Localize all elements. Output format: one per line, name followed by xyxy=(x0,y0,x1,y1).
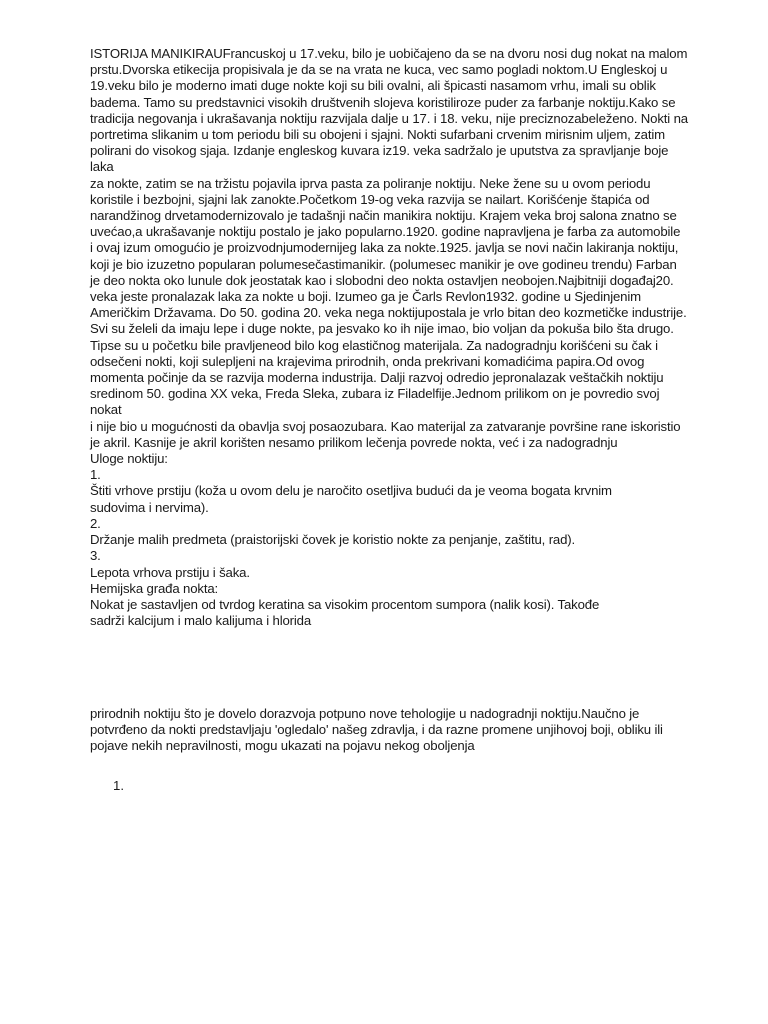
main-text-block: ISTORIJA MANIKIRAUFrancuskoj u 17.veku, bilo je uobičajeno da se na dvoru nosi dug nokat na malom prstu.Dvorska etikecija propisivala je da se na vrata ne kuca, vec samo pogladi noktom.U Engleskoj u 19.veku bilo je moderno imati duge nokte koji su bili ovalni, ali špicasti nasamom vrhu, imali su oblik badema. Tamo su predstavnici visokih društvenih slojeva koristiliroze puder za farbanje noktiju.Kako se tradicija negovanja i ukrašavanja noktiju razvijala dalje u 17. i 18. veku, nije preciznozabeleženo. Nokti na portretima slikanim u tom periodu bili su obojeni i sjajni. Nokti sufarbani crvenim mirisnim uljem, zatim polirani do visokog sjaja. Izdanje engleskog kuvara iz19. veka sadržalo je uputstva za spravljanje boje laka za nokte, zatim se na tržistu pojavila iprva pasta za poliranje noktiju. Neke žene su u ovom periodu koristile i bezbojni, sjajni lak zanokte.Početkom 19-og veka razvija se nailart. Korišćenje štapića od narandžinog drvetamodernizovalo je tadašnji način manikira noktiju. Krajem veka broj salona znatno se uvećao,a ukrašavanje noktiju postalo je jako popularno.1920. godine napravljena je farba za automobile i ovaj izum omogućio je proizvodnjumodernijeg laka za nokte.1925. javlja se novi način lakiranja noktiju, koji je bio izuzetno popularan polumesečastimanikir. (polumesec manikir je ove godineu trendu) Farban je deo nokta oko lunule dok jeostatak kao i slobodni deo nokta ostavljen neobojen.Najbitniji događaj20. veka jeste pronalazak laka za nokte u boji. Izumeo ga je Čarls Revlon1932. godine u Sjedinjenim Američkim Državama. Do 50. godina 20. veka nega noktijupostala je vrlo bitan deo kozmetičke industrije. Svi su želeli da imaju lepe i duge nokte, pa jesvako ko ih nije imao, bio voljan da pokuša bilo šta drugo. Tipse su u početku bile pravljeneod bilo kog elastičnog materijala. Za nadogradnju korišćeni su čak i odsečeni nokti, koji sulepljeni na krajevima prirodnih, onda prekrivani komadićima papira.Od ovog momenta počinje da se razvija moderna industrija. Dalji razvoj odredio jepronalazak veštačkih noktiju sredinom 50. godina XX veka, Freda Sleka, zubara iz Filadelfije.Jednom prilikom on je povredio svoj nokat i nije bio u mogućnosti da obavlja svoj posaozubara. Kao materijal za zatvaranje površine rane iskoristio je akril. Kasnije je akril korišten nesamo prilikom lečenja povrede nokta, već i za nadogradnju Uloge noktiju: 1. Štiti vrhove prstiju (koža u ovom delu je naročito osetljiva budući da je veoma bogata krvnim sudovima i nervima). 2. Držanje malih predmeta (praistorijski čovek je koristio nokte za penjanje, zaštitu, rad). 3. Lepota vrhova prstiju i šaka. Hemijska građa nokta: Nokat je sastavljen od tvrdog keratina sa visokim procentom sumpora (nalik kosi). Takođe sadrži kalcijum i malo kalijuma i hlorida xyxy=(90,46,688,629)
continuation-text-block: prirodnih noktiju što je dovelo dorazvoja potpuno nove tehologije u nadogradnji noktiju.Naučno je potvrđeno da nokti predstavljaju 'ogledalo' našeg zdravlja, i da razne promene unjihovoj boji, obliku ili pojave nekih nepravilnosti, mogu ukazati na pojavu nekog oboljenja xyxy=(90,706,663,754)
list-item-number: 1. xyxy=(113,778,124,793)
